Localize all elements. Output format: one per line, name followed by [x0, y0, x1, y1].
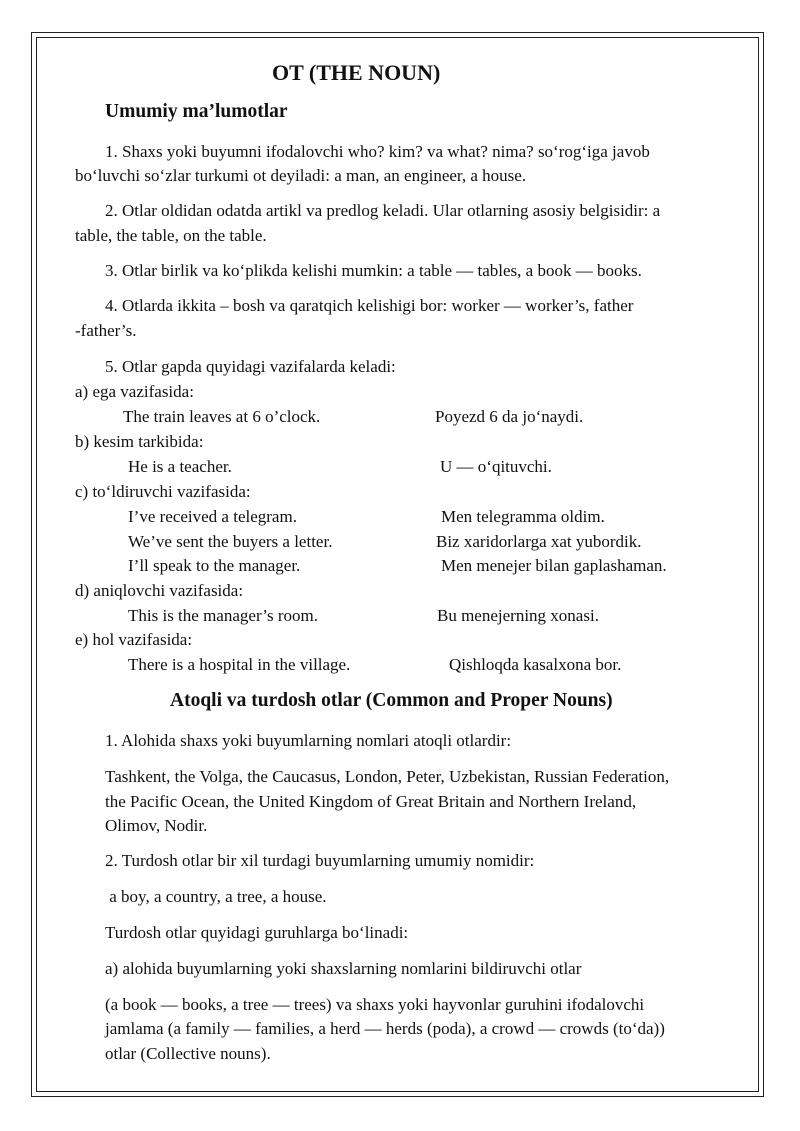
paragraph-4-line-2: -father’s. — [75, 321, 137, 340]
paragraph-1-line-1: 1. Shaxs yoki buyumni ifodalovchi who? kim? va what? nima? so‘rog‘iga javob — [105, 142, 650, 161]
example-c2-uz: Biz xaridorlarga xat yubordik. — [436, 532, 642, 551]
example-d-uz: Bu menejerning xonasi. — [437, 606, 599, 625]
function-label-b: b) kesim tarkibida: — [75, 432, 204, 451]
example-c2-en: We’ve sent the buyers a letter. — [128, 532, 333, 551]
section2-paragraph-5-line-2: jamlama (a family — families, a herd — herds (poda), a crowd — crowds (to‘da)) — [105, 1019, 665, 1038]
common-nouns-examples: a boy, a country, a tree, a house. — [105, 887, 327, 906]
section2-paragraph-3: Turdosh otlar quyidagi guruhlarga bo‘linadi: — [105, 923, 409, 942]
proper-nouns-line-3: Olimov, Nodir. — [105, 816, 208, 835]
section2-paragraph-4: a) alohida buyumlarning yoki shaxslarning nomlarini bildiruvchi otlar — [105, 959, 582, 978]
example-e-uz: Qishloqda kasalxona bor. — [449, 655, 622, 674]
example-a-uz: Poyezd 6 da jo‘naydi. — [435, 407, 584, 426]
example-b-en: He is a teacher. — [128, 457, 232, 476]
example-c1-en: I’ve received a telegram. — [128, 507, 297, 526]
example-c3-en: I’ll speak to the manager. — [128, 556, 301, 575]
function-label-a: a) ega vazifasida: — [75, 382, 194, 401]
example-d-en: This is the manager’s room. — [128, 606, 318, 625]
section-heading-common-proper: Atoqli va turdosh otlar (Common and Proper Nouns) — [170, 690, 613, 711]
proper-nouns-line-2: the Pacific Ocean, the United Kingdom of Great Britain and Northern Ireland, — [105, 792, 637, 811]
example-c1-uz: Men telegramma oldim. — [441, 507, 605, 526]
paragraph-5: 5. Otlar gapda quyidagi vazifalarda keladi: — [105, 357, 396, 376]
example-a-en: The train leaves at 6 o’clock. — [123, 407, 321, 426]
paragraph-4-line-1: 4. Otlarda ikkita – bosh va qaratqich kelishigi bor: worker — worker’s, father — [105, 296, 634, 315]
paragraph-3: 3. Otlar birlik va ko‘plikda kelishi mumkin: a table — tables, a book — books. — [105, 261, 642, 280]
proper-nouns-line-1: Tashkent, the Volga, the Caucasus, London, Peter, Uzbekistan, Russian Federation, — [105, 767, 670, 786]
example-c3-uz: Men menejer bilan gaplashaman. — [441, 556, 667, 575]
section-heading-general: Umumiy ma’lumotlar — [105, 101, 288, 122]
function-label-e: e) hol vazifasida: — [75, 630, 193, 649]
page-title: OT (THE NOUN) — [272, 60, 441, 85]
function-label-d: d) aniqlovchi vazifasida: — [75, 581, 244, 600]
section2-paragraph-1: 1. Alohida shaxs yoki buyumlarning nomlari atoqli otlardir: — [105, 731, 512, 750]
paragraph-2-line-1: 2. Otlar oldidan odatda artikl va predlog keladi. Ular otlarning asosiy belgisidir: a — [105, 201, 661, 220]
section2-paragraph-5-line-3: otlar (Collective nouns). — [105, 1044, 271, 1063]
example-b-uz: U — o‘qituvchi. — [440, 457, 552, 476]
paragraph-1-line-2: bo‘luvchi so‘zlar turkumi ot deyiladi: a man, an engineer, a house. — [75, 166, 527, 185]
section2-paragraph-5-line-1: (a book — books, a tree — trees) va shaxs yoki hayvonlar guruhini ifodalovchi — [105, 995, 645, 1014]
example-e-en: There is a hospital in the village. — [128, 655, 351, 674]
section2-paragraph-2: 2. Turdosh otlar bir xil turdagi buyumlarning umumiy nomidir: — [105, 851, 535, 870]
function-label-c: c) to‘ldiruvchi vazifasida: — [75, 482, 251, 501]
paragraph-2-line-2: table, the table, on the table. — [75, 226, 267, 245]
